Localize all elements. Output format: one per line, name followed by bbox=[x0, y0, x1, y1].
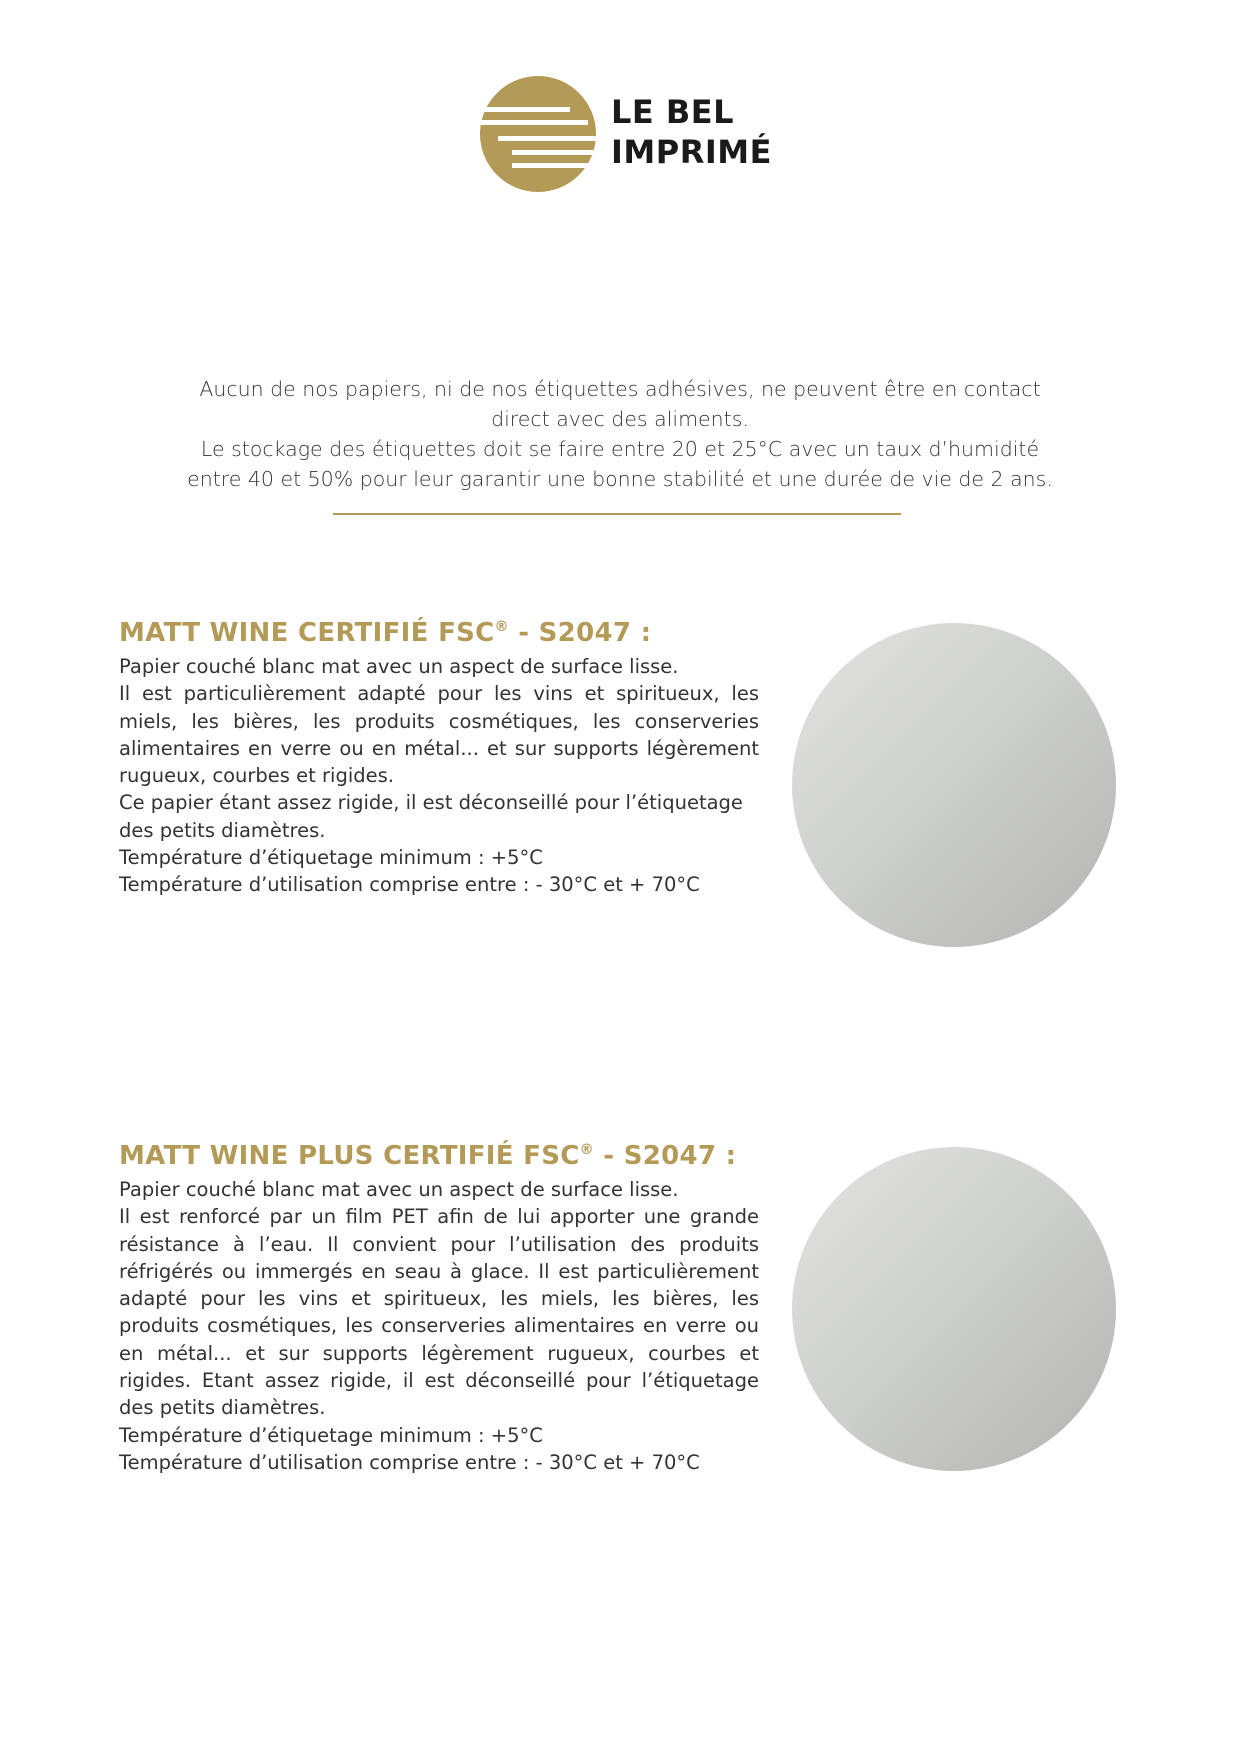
paragraph: Température d’étiquetage minimum : +5°C bbox=[119, 846, 543, 870]
title-main: MATT WINE PLUS CERTIFIÉ FSC bbox=[119, 1141, 580, 1171]
section-title-matt-wine bbox=[119, 618, 651, 648]
paper-swatch-image bbox=[792, 623, 1116, 947]
intro-notice bbox=[150, 374, 1090, 494]
section-body-matt-wine bbox=[119, 653, 759, 899]
divider bbox=[333, 513, 901, 515]
paragraph: Il est renforcé par un film PET afin de lui apporter une grande résistance à l’eau. Il convient pour l’utilisation des produits réfrigérés ou immergés en seau à glace. Il est particulièrement adapté pour les vins et spiritueux, les miels, les bières, les produits cosmétiques, les conserveries alimentaires en verre ou en métal... et sur supports légèrement rugueux, courbes et rigides. Etant assez rigide, il est déconseillé pour l’étiquetage des petits diamètres. bbox=[119, 1205, 759, 1420]
section-title-matt-wine-plus bbox=[119, 1141, 736, 1171]
intro-line: Le stockage des étiquettes doit se faire entre 20 et 25°C avec un taux d’humidité bbox=[200, 437, 1040, 461]
intro-line: Aucun de nos papiers, ni de nos étiquettes adhésives, ne peuvent être en contact bbox=[199, 377, 1041, 401]
intro-line: entre 40 et 50% pour leur garantir une bonne stabilité et une durée de vie de 2 ans. bbox=[187, 467, 1053, 491]
section-body-matt-wine-plus bbox=[119, 1176, 759, 1476]
paragraph: Ce papier étant assez rigide, il est déconseillé pour l’étiquetage des petits diamètres. bbox=[119, 791, 743, 842]
registered-mark: ® bbox=[494, 619, 509, 635]
paper-swatch-image bbox=[792, 1147, 1116, 1471]
brand-name bbox=[611, 92, 772, 172]
brand-logo bbox=[478, 74, 772, 194]
brand-name-line1: LE BEL bbox=[611, 93, 735, 131]
intro-line: direct avec des aliments. bbox=[491, 407, 749, 431]
title-code: - S2047 : bbox=[593, 1141, 737, 1171]
registered-mark: ® bbox=[579, 1142, 594, 1158]
paragraph: Température d’utilisation comprise entre : - 30°C et + 70°C bbox=[119, 873, 700, 897]
paragraph: Papier couché blanc mat avec un aspect de surface lisse. bbox=[119, 655, 679, 678]
title-code: - S2047 : bbox=[508, 618, 652, 648]
paragraph: Température d’utilisation comprise entre : - 30°C et + 70°C bbox=[119, 1450, 700, 1474]
title-main: MATT WINE CERTIFIÉ FSC bbox=[119, 618, 495, 648]
paragraph: Il est particulièrement adapté pour les vins et spiritueux, les miels, les bières, les produits cosmétiques, les conserveries alimentaires en verre ou en métal... et sur supports légèrement rugueux, courbes et rigides. bbox=[119, 682, 759, 788]
paragraph: Papier couché blanc mat avec un aspect de surface lisse. bbox=[119, 1178, 679, 1201]
brand-mark-icon bbox=[478, 74, 598, 194]
brand-name-line2: IMPRIMÉ bbox=[611, 133, 772, 171]
paragraph: Température d’étiquetage minimum : +5°C bbox=[119, 1423, 543, 1447]
